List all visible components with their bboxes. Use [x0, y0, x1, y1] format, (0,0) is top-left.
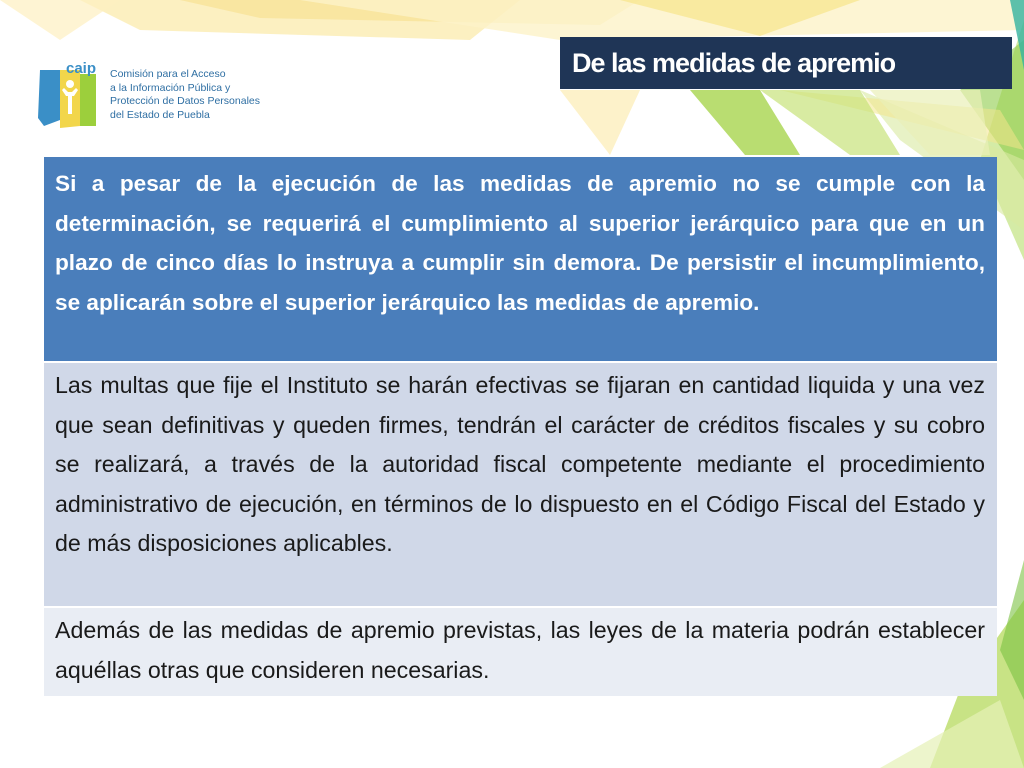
logo-line: Comisión para el Acceso: [110, 68, 226, 80]
content-table: [44, 157, 997, 696]
logo-line: del Estado de Puebla: [110, 108, 210, 121]
paragraph-row-2: Las multas que fije el Instituto se harán efectivas se fijaran en cantidad liquida y una vez que sean definitivas y queden firmes, tendrán el carácter de créditos fiscales y su cobro se realizará, a través de la autoridad fiscal competente mediante el procedimiento administrativo de ejecución, en términos de lo dispuesto en el Código Fiscal del Estado y de más disposiciones aplicables.: [44, 363, 997, 608]
paragraph-row-1: Si a pesar de la ejecución de las medidas de apremio no se cumple con la determinación, se requerirá el cumplimiento al superior jerárquico para que en un plazo de cinco días lo instruya a cumplir sin demora. De persistir el incumplimiento, se aplicarán sobre el superior jerárquico las medidas de apremio.: [44, 157, 997, 363]
slide-title: De las medidas de apremio: [560, 37, 1012, 89]
logo-text: [110, 68, 290, 122]
paragraph-row-3: Además de las medidas de apremio previstas, las leyes de la materia podrán establecer aquéllas otras que consideren necesarias.: [44, 608, 997, 696]
logo-line: a la Información Pública y: [110, 81, 231, 94]
caip-logo: [36, 56, 286, 132]
logo-acronym: caip: [66, 60, 97, 77]
logo-line: Protección de Datos Personales: [110, 95, 260, 107]
